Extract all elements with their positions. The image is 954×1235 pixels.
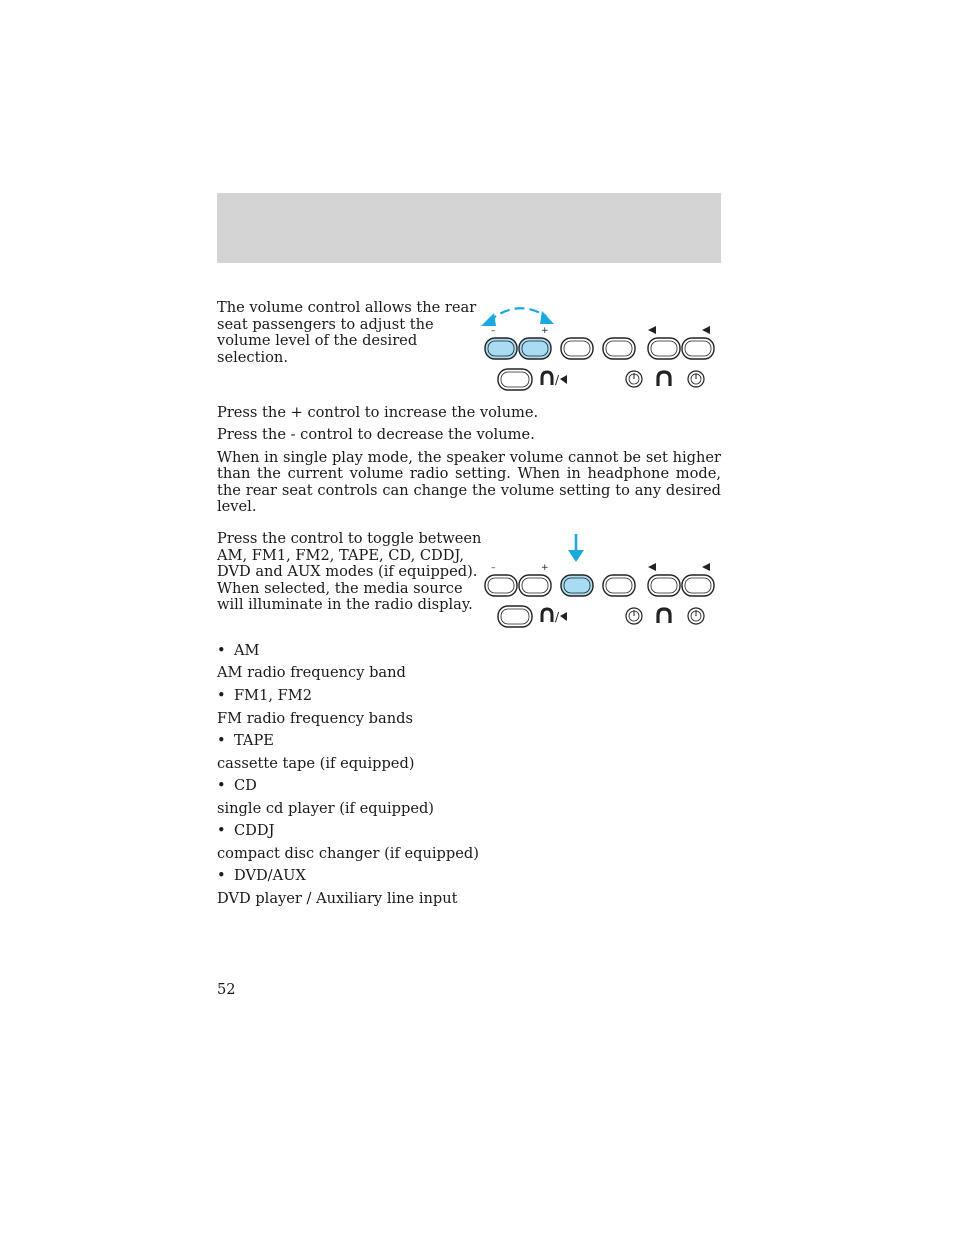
- svg-text:/: /: [555, 373, 560, 387]
- list-item-desc: cassette tape (if equipped): [217, 755, 415, 772]
- volume-intro-line: volume level of the desired: [217, 332, 418, 349]
- headphone-icon: [542, 609, 552, 622]
- list-item-desc: FM radio frequency bands: [217, 710, 413, 727]
- list-item-label: FM1, FM2: [234, 687, 312, 704]
- seek-back-icon: [648, 563, 656, 571]
- speaker-icon: [560, 375, 567, 384]
- list-item-label: CDDJ: [234, 822, 275, 839]
- plus-label: +: [541, 326, 549, 336]
- list-item: • DVD/AUX: [217, 867, 306, 884]
- list-item-desc: compact disc changer (if equipped): [217, 845, 479, 862]
- mode-control-diagram: [476, 532, 726, 632]
- volume-intro-line: seat passengers to adjust the: [217, 315, 434, 333]
- mode-intro-line: When selected, the media source: [217, 579, 463, 597]
- volume-arc-arrow: [488, 308, 546, 322]
- arrow-head-right: [540, 311, 554, 324]
- list-item-label: TAPE: [234, 732, 274, 749]
- volume-intro-line: selection.: [217, 348, 288, 366]
- mode-intro-line: will illuminate in the radio display.: [217, 596, 473, 613]
- list-item-desc: AM radio frequency band: [217, 664, 406, 681]
- minus-label: –: [491, 326, 496, 336]
- seek-forward-icon: [702, 326, 710, 334]
- list-item: • CD: [217, 777, 257, 794]
- mode-intro-line: DVD and AUX modes (if equipped).: [217, 563, 478, 580]
- list-item: • CDDJ: [217, 822, 275, 839]
- seek-forward-icon: [702, 563, 710, 571]
- minus-label: –: [491, 563, 496, 573]
- list-item-desc: single cd player (if equipped): [217, 800, 435, 817]
- volume-decrease-text: Press the - control to decrease the volume.: [217, 426, 535, 443]
- list-item-label: DVD/AUX: [234, 867, 306, 884]
- list-item: • TAPE: [217, 732, 274, 749]
- mode-intro-line: AM, FM1, FM2, TAPE, CD, CDDJ,: [217, 546, 465, 564]
- svg-text:/: /: [555, 610, 560, 624]
- seek-back-icon: [648, 326, 656, 334]
- page-number: 52: [217, 981, 236, 998]
- mode-arrow-head: [568, 550, 584, 562]
- headphone-icon: [542, 372, 552, 385]
- volume-note-text: When in single play mode, the speaker volume cannot be set higher than the current volume radio setting. When in headphone mode, the rear seat controls can change the volume setting to any desired level.: [217, 449, 721, 516]
- headphone-center-icon: [658, 372, 670, 386]
- section-header-band: [217, 193, 721, 263]
- list-item-label: CD: [234, 777, 257, 794]
- volume-control-diagram: [476, 300, 726, 395]
- list-item: • AM: [217, 642, 260, 659]
- list-item: • FM1, FM2: [217, 687, 312, 704]
- arrow-head-left: [481, 313, 496, 326]
- headphone-center-icon: [658, 609, 670, 623]
- volume-intro-line: The volume control allows the rear: [217, 299, 477, 316]
- plus-label: +: [541, 563, 549, 573]
- list-item-label: AM: [234, 642, 260, 659]
- list-item-desc: DVD player / Auxiliary line input: [217, 890, 458, 907]
- speaker-icon: [560, 612, 567, 621]
- mode-intro-line: Press the control to toggle between: [217, 530, 482, 547]
- volume-increase-text: Press the + control to increase the volume.: [217, 404, 539, 421]
